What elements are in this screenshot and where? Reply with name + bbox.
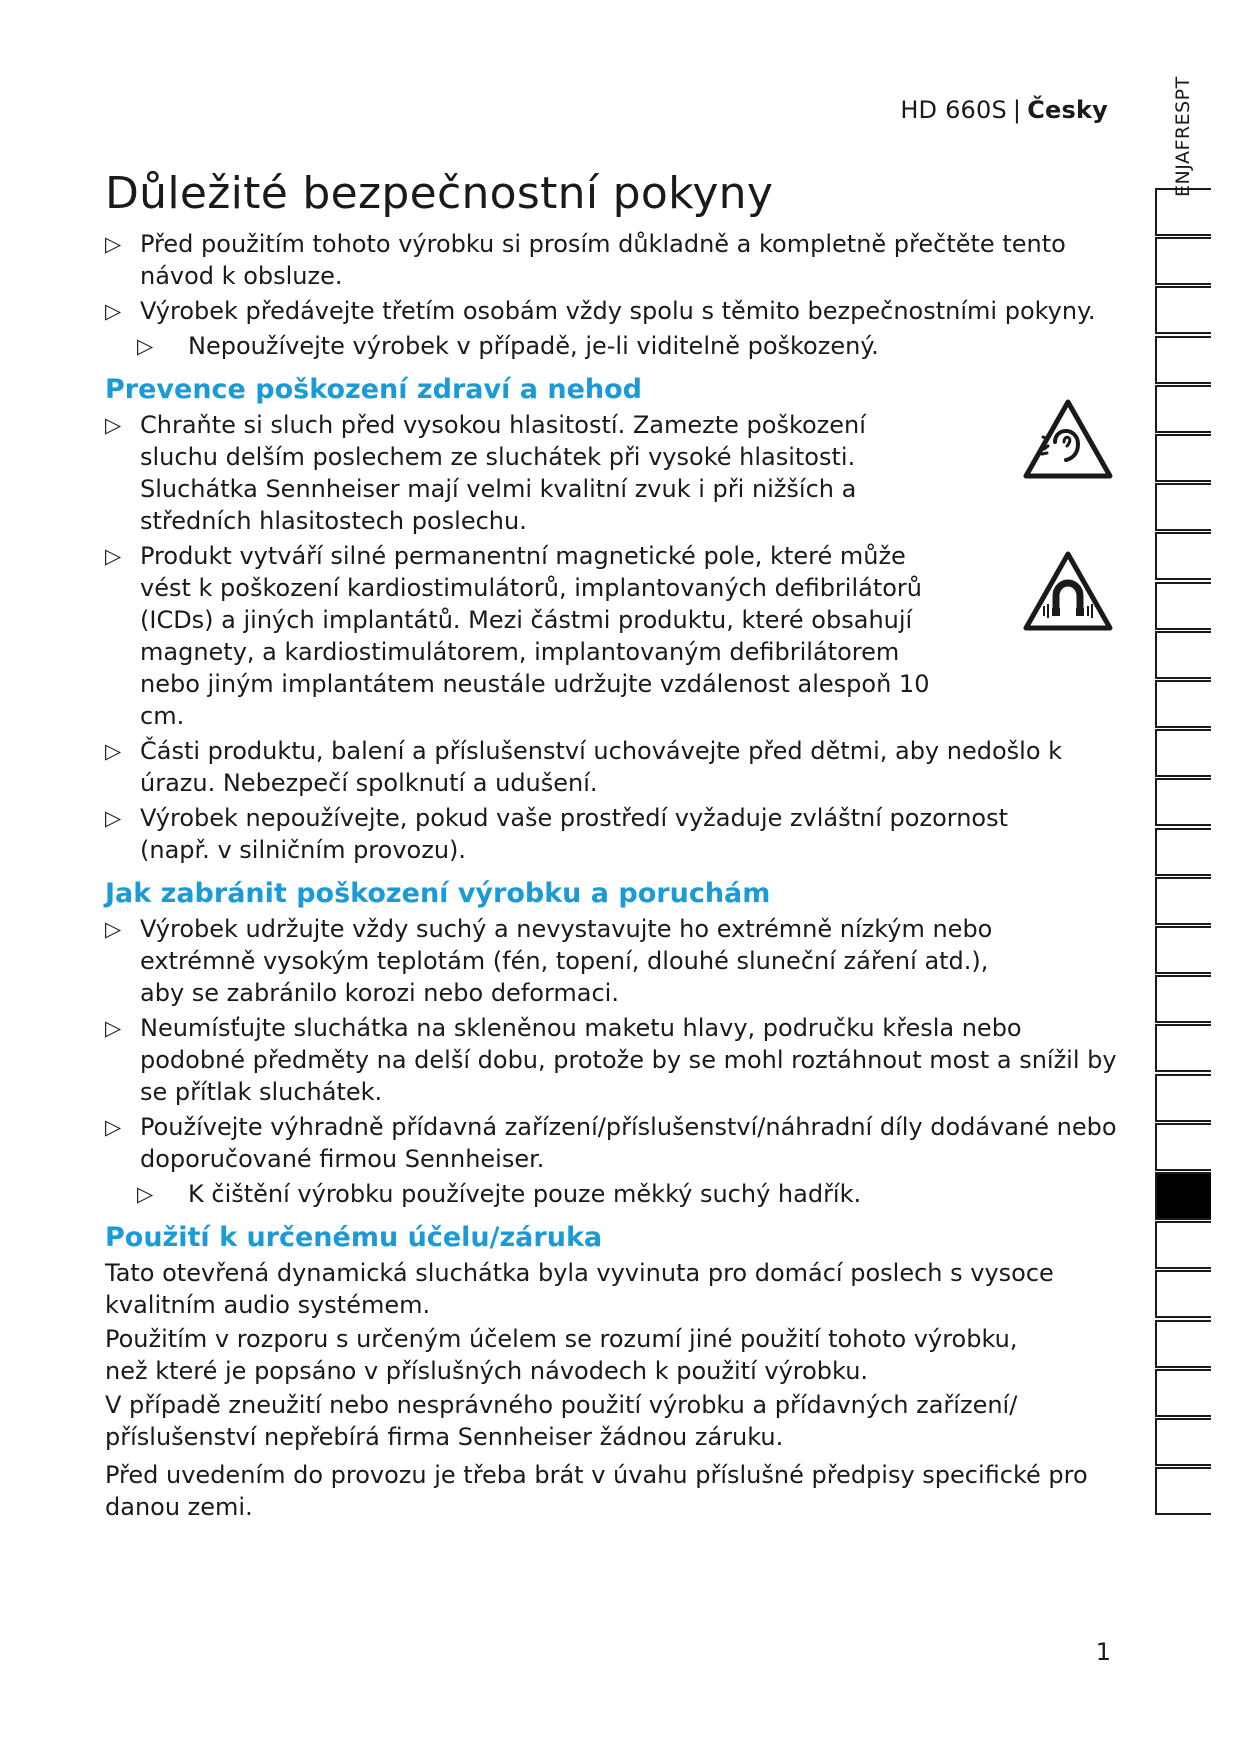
list-item: ▷ Neumísťujte sluchátka na skleněnou maketu hlavy, područku křesla nebo podobné předměty na delší dobu, protože by se mohl roztáhnout most a snížil by se přítlak sluchátek.	[105, 1014, 1117, 1106]
language-tab[interactable]	[1155, 680, 1211, 728]
language-tab[interactable]	[1155, 1074, 1211, 1122]
language-tab[interactable]	[1155, 385, 1211, 433]
language-tab[interactable]	[1155, 1221, 1211, 1269]
hearing-warning-icon	[1022, 398, 1114, 480]
language-tab[interactable]	[1155, 926, 1211, 974]
list-item: ▷ Produkt vytváří silné permanentní magnetické pole, které může vést k poškození kardiostimulátorů, implantovaných defibrilátorů (ICDs) a jiných implantátů. Mezi částmi produktu, které obsahují magnety, a kardiostimulátorem, implantovaným defibrilátorem nebo jiným implantátem neustále udržujte vzdálenost alespoň 10 cm.	[105, 542, 930, 730]
triangle-bullet-icon: ▷	[137, 334, 154, 358]
magnet-warning-icon	[1022, 550, 1114, 632]
sub-list-item: ▷ K čištění výrobku používejte pouze měkký suchý hadřík.	[137, 1180, 862, 1208]
triangle-bullet-icon: ▷	[105, 299, 122, 323]
language-tab[interactable]	[1155, 1467, 1211, 1515]
section-heading: Prevence poškození zdraví a nehod	[105, 374, 642, 405]
list-item: ▷ Chraňte si sluch před vysokou hlasitostí. Zamezte poškození sluchu delším poslechem ze sluchátek při vysoké hlasitosti. Sluchátka Sennheiser mají velmi kvalitní zvuk i při nižších a středních hlasitostech poslechu.	[105, 411, 866, 535]
triangle-bullet-icon: ▷	[105, 544, 122, 568]
paragraph: Tato otevřená dynamická sluchátka byla vyvinuta pro domácí poslech s vysoce kvalitním audio systémem.	[105, 1259, 1054, 1319]
page-number: 1	[1095, 1638, 1111, 1666]
language-tab[interactable]	[1155, 729, 1211, 777]
language-tab[interactable]	[1155, 1123, 1211, 1171]
sub-list-item: ▷ Nepoužívejte výrobek v případě, je-li viditelně poškozený.	[137, 332, 879, 360]
language-tab[interactable]	[1155, 1270, 1211, 1318]
page-header	[900, 96, 1108, 124]
main-content	[105, 228, 1117, 1525]
triangle-bullet-icon: ▷	[105, 232, 122, 256]
triangle-bullet-icon: ▷	[105, 917, 122, 941]
language-tab[interactable]	[1155, 975, 1211, 1023]
language-tab[interactable]	[1155, 1024, 1211, 1072]
language-tab[interactable]	[1155, 778, 1211, 826]
language-tab[interactable]	[1155, 532, 1211, 580]
page-title: Důležité bezpečnostní pokyny	[105, 168, 774, 219]
language-tab[interactable]	[1155, 828, 1211, 876]
language-tab[interactable]	[1155, 1320, 1211, 1368]
language-tab[interactable]	[1155, 336, 1211, 384]
list-item: ▷ Výrobek udržujte vždy suchý a nevystavujte ho extrémně nízkým nebo extrémně vysokým teplotám (fén, topení, dlouhé sluneční záření atd.), aby se zabránilo korozi nebo deformaci.	[105, 915, 993, 1007]
list-item: ▷ Používejte výhradně přídavná zařízení/příslušenství/náhradní díly dodávané nebo doporučované firmou Sennheiser.	[105, 1113, 1117, 1173]
language-tab[interactable]	[1155, 237, 1211, 285]
paragraph: Použitím v rozporu s určeným účelem se rozumí jiné použití tohoto výrobku, než které je popsáno v příslušných návodech k použití výrobku.	[105, 1325, 1018, 1385]
language-tab[interactable]	[1155, 188, 1211, 236]
language-tab[interactable]	[1155, 483, 1211, 531]
list-item: ▷ Před použitím tohoto výrobku si prosím důkladně a kompletně přečtěte tento návod k obsluze.	[105, 230, 1066, 290]
model-name: HD 660S	[900, 96, 1007, 124]
header-separator: |	[1012, 96, 1022, 124]
language-tab[interactable]	[1155, 1418, 1211, 1466]
triangle-bullet-icon: ▷	[137, 1182, 154, 1206]
language-tab[interactable]	[1155, 631, 1211, 679]
language-tab[interactable]	[1155, 1172, 1211, 1220]
triangle-bullet-icon: ▷	[105, 413, 122, 437]
tab-language-codes[interactable]: ENJAFRESPT	[1172, 76, 1194, 197]
triangle-bullet-icon: ▷	[105, 1115, 122, 1139]
language-tab[interactable]	[1155, 582, 1211, 630]
paragraph: Před uvedením do provozu je třeba brát v úvahu příslušné předpisy specifické pro danou zemi.	[105, 1461, 1088, 1521]
language-tab[interactable]	[1155, 877, 1211, 925]
section-heading: Použití k určenému účelu/záruka	[105, 1222, 603, 1253]
triangle-bullet-icon: ▷	[105, 806, 122, 830]
paragraph: V případě zneužití nebo nesprávného použití výrobku a přídavných zařízení/ příslušenství nepřebírá firma Sennheiser žádnou záruku.	[105, 1391, 1018, 1451]
language-tab[interactable]	[1155, 434, 1211, 482]
list-item: ▷ Výrobek nepoužívejte, pokud vaše prostředí vyžaduje zvláštní pozornost (např. v silničním provozu).	[105, 804, 1009, 864]
section-heading: Jak zabránit poškození výrobku a poruchám	[105, 878, 771, 909]
language-tab[interactable]	[1155, 286, 1211, 334]
language-tab[interactable]	[1155, 1369, 1211, 1417]
list-item: ▷ Výrobek předávejte třetím osobám vždy spolu s těmito bezpečnostními pokyny.	[105, 297, 1096, 325]
list-item: ▷ Části produktu, balení a příslušenství uchovávejte před dětmi, aby nedošlo k úrazu. Nebezpečí spolknutí a udušení.	[105, 737, 1063, 797]
triangle-bullet-icon: ▷	[105, 739, 122, 763]
triangle-bullet-icon: ▷	[105, 1016, 122, 1040]
language-label: Česky	[1027, 96, 1108, 124]
